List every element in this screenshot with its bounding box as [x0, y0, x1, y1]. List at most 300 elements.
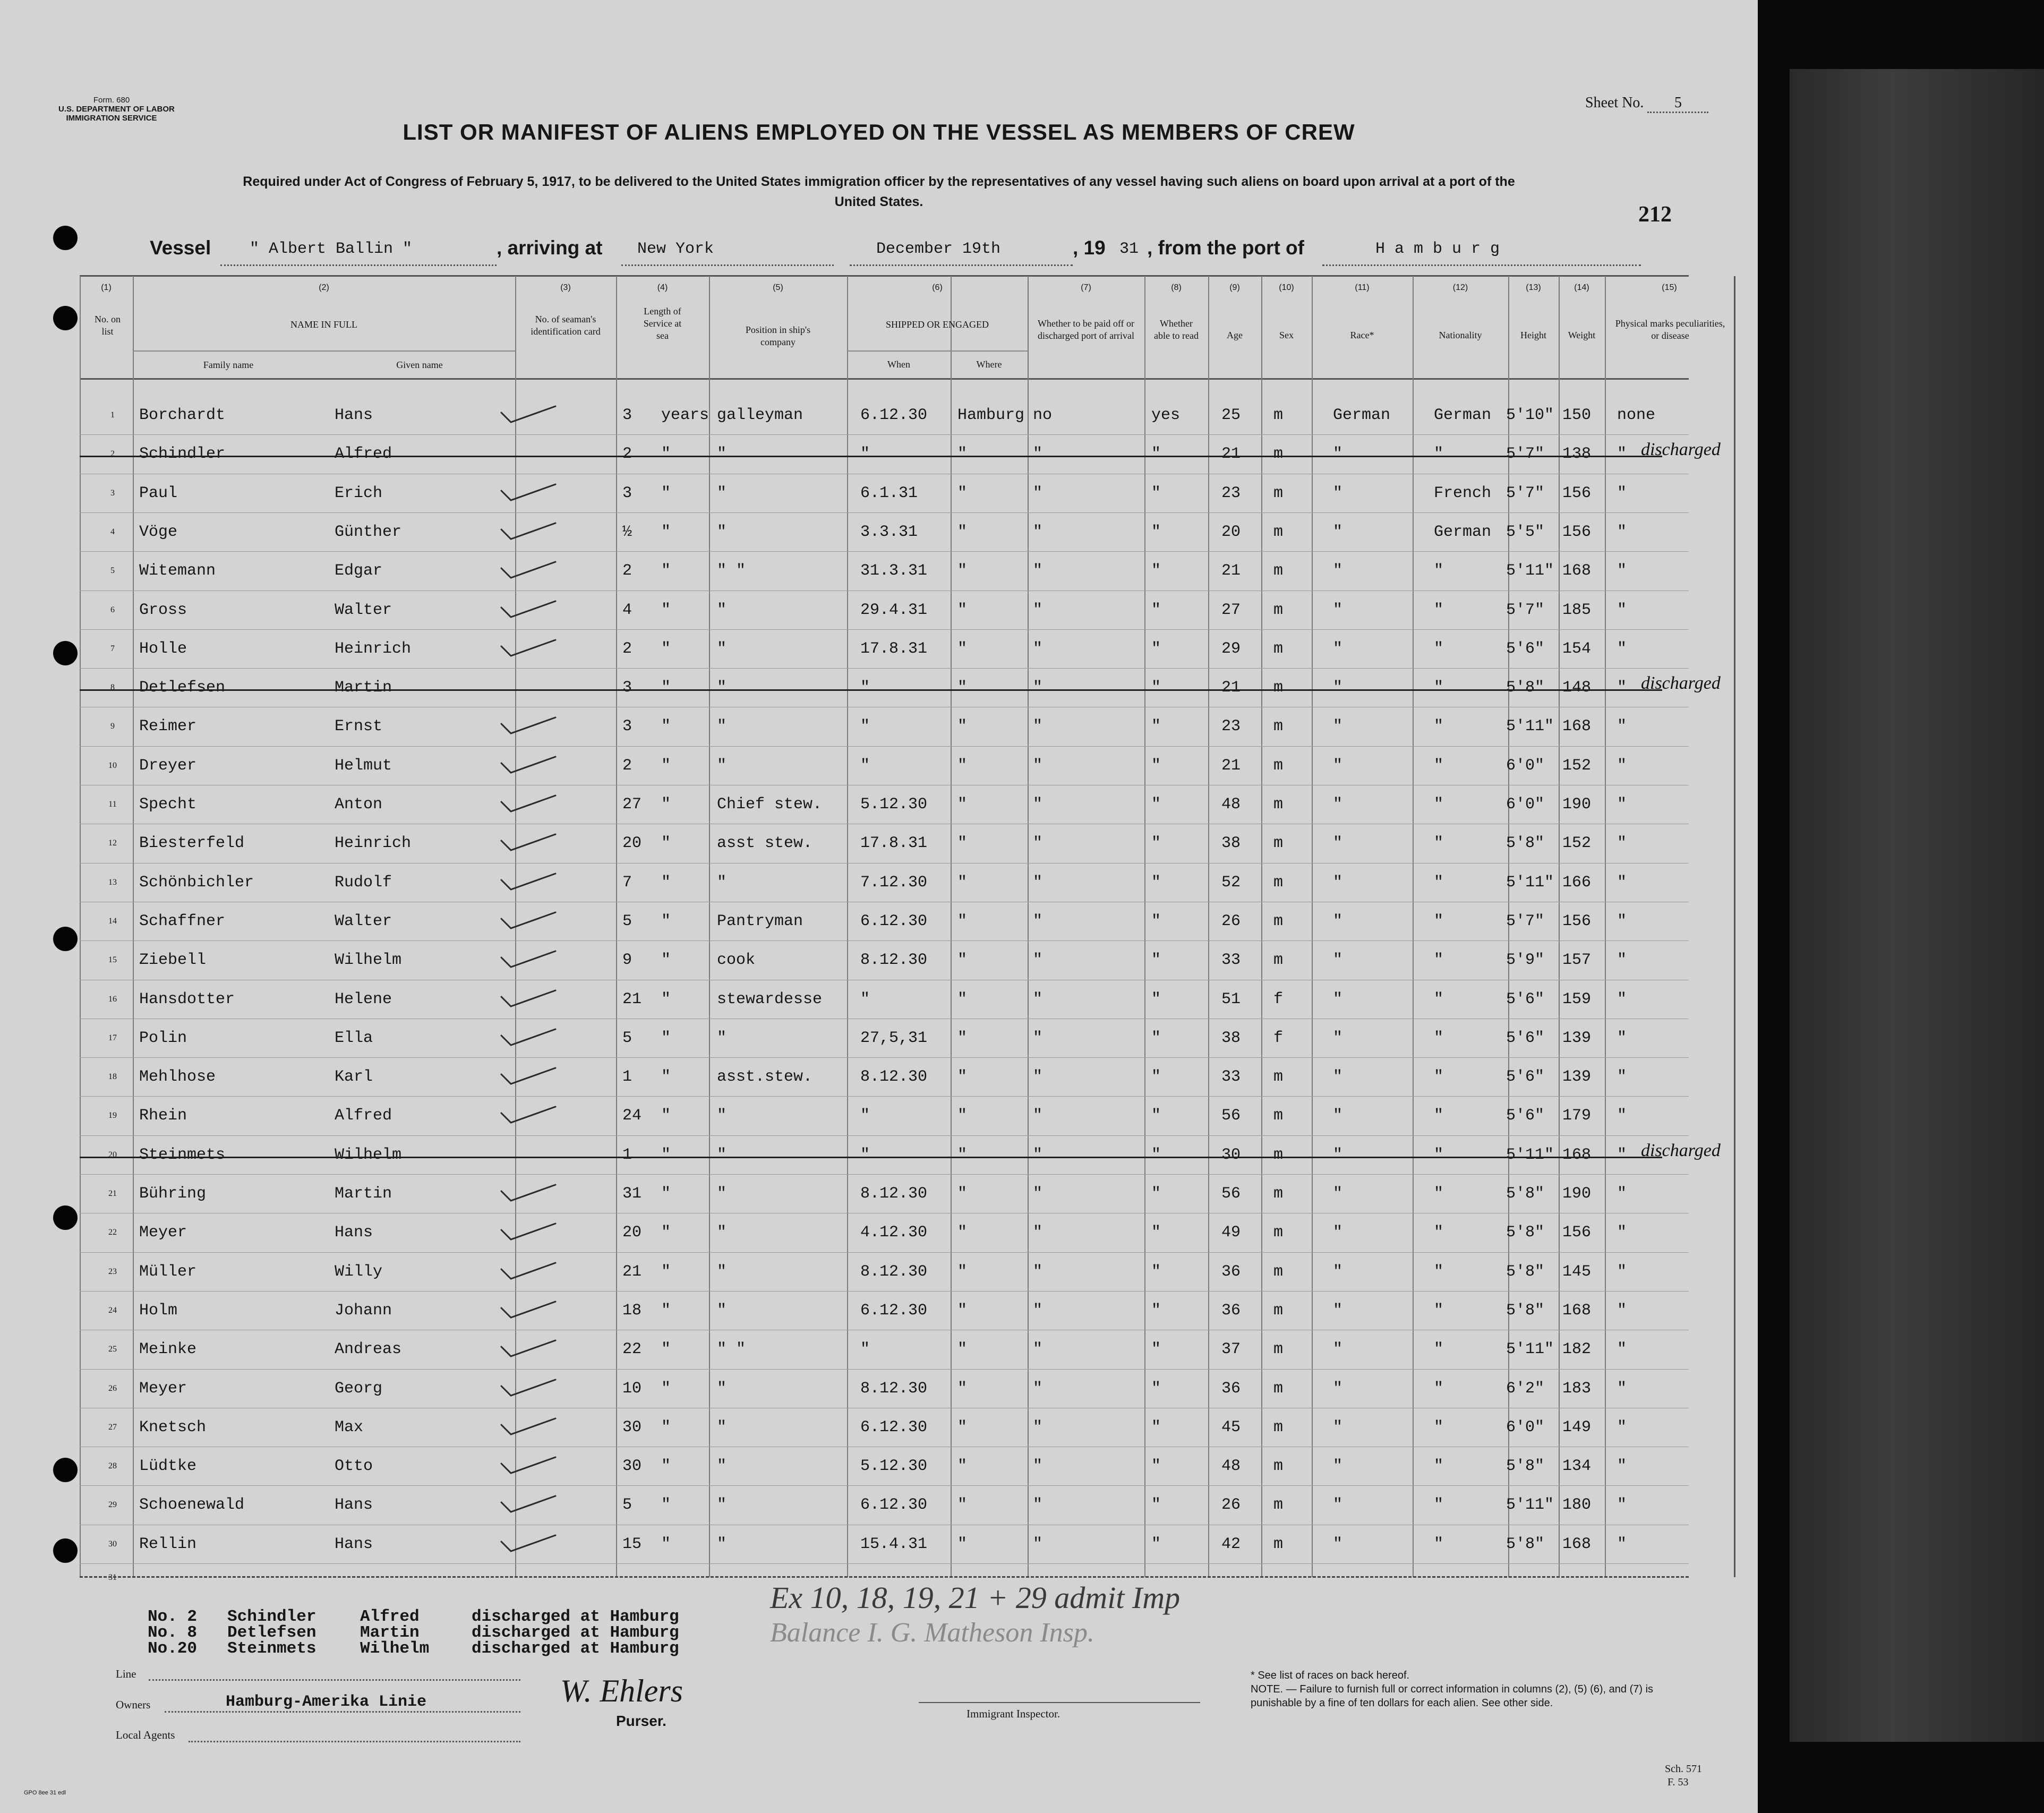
col-weight: Weight	[1568, 330, 1596, 340]
row-position: "	[717, 1145, 727, 1164]
row-race: "	[1333, 523, 1343, 541]
row-weight: 156	[1562, 484, 1592, 502]
row-number: 24	[108, 1305, 117, 1315]
row-sex: m	[1273, 796, 1284, 814]
row-position: "	[717, 1379, 727, 1398]
row-able-to-read: "	[1151, 639, 1161, 658]
page-subtitle	[0, 172, 1758, 212]
col-age: Age	[1227, 330, 1243, 340]
row-height: 5'8"	[1506, 1262, 1545, 1281]
row-weight: 145	[1562, 1262, 1592, 1281]
inspector-note-1: Ex 10, 18, 19, 21 + 29 admit Imp	[770, 1580, 1181, 1615]
row-paid-off: "	[1033, 445, 1043, 464]
col-able-read: Whether able to read	[1154, 318, 1199, 341]
col-sex: Sex	[1279, 330, 1294, 340]
row-service-unit: "	[661, 990, 671, 1008]
row-age: 25	[1221, 406, 1241, 424]
col-no-on-list: No. on list	[95, 314, 121, 337]
row-service-length: 20	[622, 1224, 642, 1242]
row-height: 5'8"	[1506, 1301, 1545, 1320]
row-service-length: 2	[622, 562, 632, 580]
row-physical-marks: "	[1617, 1340, 1627, 1359]
row-age: 38	[1221, 1029, 1241, 1047]
row-family-name: Borchardt	[139, 406, 226, 424]
row-sex: m	[1273, 1535, 1284, 1553]
row-race: "	[1333, 1145, 1343, 1164]
row-shipped-when: 8.12.30	[860, 1068, 928, 1087]
row-paid-off: "	[1033, 912, 1043, 930]
row-age: 56	[1221, 1107, 1241, 1125]
row-able-to-read: "	[1151, 1262, 1161, 1281]
row-race: "	[1333, 796, 1343, 814]
punch-hole	[53, 306, 78, 330]
row-paid-off: "	[1033, 796, 1043, 814]
row-sex: m	[1273, 873, 1284, 892]
col-height: Height	[1520, 330, 1546, 340]
row-able-to-read: "	[1151, 1457, 1161, 1476]
row-weight: 152	[1562, 756, 1592, 775]
row-service-unit: "	[661, 756, 671, 775]
col-num-1: (1)	[101, 283, 112, 292]
row-service-unit: "	[661, 1496, 671, 1515]
row-physical-marks: "	[1617, 796, 1627, 814]
row-paid-off: "	[1033, 1107, 1043, 1125]
row-physical-marks: "	[1617, 1068, 1627, 1087]
row-position: Pantryman	[717, 912, 803, 930]
row-family-name: Meinke	[139, 1340, 197, 1359]
row-race: "	[1333, 445, 1343, 464]
row-shipped-when: 7.12.30	[860, 873, 928, 892]
row-nationality: "	[1434, 1068, 1444, 1087]
row-height: 5'6"	[1506, 1068, 1545, 1087]
row-paid-off: "	[1033, 1029, 1043, 1047]
row-shipped-when: "	[860, 1107, 870, 1125]
row-number: 17	[108, 1033, 117, 1042]
strike-through-line	[80, 456, 1662, 457]
row-number: 5	[110, 566, 115, 576]
row-paid-off: "	[1033, 1379, 1043, 1398]
row-given-name: Martin	[335, 1185, 392, 1203]
row-given-name: Walter	[335, 601, 392, 619]
row-position: "	[717, 1418, 727, 1436]
row-height: 5'8"	[1506, 1457, 1545, 1476]
row-given-name: Erich	[335, 484, 383, 502]
row-height: 5'8"	[1506, 834, 1545, 853]
owners-label: Owners	[116, 1698, 151, 1711]
row-nationality: "	[1434, 1301, 1444, 1320]
row-age: 52	[1221, 873, 1241, 892]
row-family-name: Meyer	[139, 1224, 187, 1242]
row-shipped-where: "	[957, 756, 968, 775]
row-paid-off: "	[1033, 951, 1043, 970]
row-position: "	[717, 1457, 727, 1476]
row-service-unit: "	[661, 717, 671, 736]
row-service-length: ½	[622, 523, 632, 541]
row-nationality: "	[1434, 1262, 1444, 1281]
row-shipped-where: "	[957, 484, 968, 502]
row-physical-marks: "	[1617, 1107, 1627, 1125]
row-service-length: 15	[622, 1535, 642, 1553]
punch-hole	[53, 226, 78, 250]
row-race: "	[1333, 717, 1343, 736]
row-height: 5'8"	[1506, 1224, 1545, 1242]
row-shipped-when: 6.12.30	[860, 1418, 928, 1436]
row-given-name: Alfred	[335, 445, 392, 464]
row-paid-off: "	[1033, 873, 1043, 892]
row-shipped-where: "	[957, 873, 968, 892]
row-age: 42	[1221, 1535, 1241, 1553]
row-given-name: Wilhelm	[335, 1145, 402, 1164]
row-age: 49	[1221, 1224, 1241, 1242]
row-paid-off: "	[1033, 756, 1043, 775]
check-mark-icon	[499, 405, 558, 424]
purser-signature: W. Ehlers	[560, 1673, 683, 1708]
row-age: 21	[1221, 445, 1241, 464]
row-service-unit: years	[661, 406, 709, 424]
row-number: 16	[108, 994, 117, 1004]
arrival-year: 31	[1119, 240, 1139, 258]
col-num-6: (6)	[932, 283, 943, 292]
row-height: 5'7"	[1506, 445, 1545, 464]
row-service-unit: "	[661, 1068, 671, 1087]
row-service-unit: "	[661, 834, 671, 853]
row-shipped-when: 6.12.30	[860, 912, 928, 930]
row-number: 22	[108, 1228, 117, 1237]
row-age: 48	[1221, 1457, 1241, 1476]
punch-hole	[53, 1458, 78, 1482]
row-race: "	[1333, 1068, 1343, 1087]
row-physical-marks: "	[1617, 1457, 1627, 1476]
row-paid-off: "	[1033, 639, 1043, 658]
row-physical-marks: "	[1617, 1418, 1627, 1436]
row-paid-off: "	[1033, 1068, 1043, 1087]
row-paid-off: "	[1033, 990, 1043, 1008]
form-f-number: F. 53	[1667, 1776, 1689, 1788]
row-shipped-where: "	[957, 1068, 968, 1087]
row-service-length: 5	[622, 1496, 632, 1515]
row-family-name: Vöge	[139, 523, 178, 541]
row-sex: m	[1273, 756, 1284, 775]
row-nationality: "	[1434, 873, 1444, 892]
row-shipped-when: 6.1.31	[860, 484, 918, 502]
row-paid-off: "	[1033, 1262, 1043, 1281]
row-shipped-where: "	[957, 639, 968, 658]
row-number: 18	[108, 1072, 117, 1082]
row-family-name: Knetsch	[139, 1418, 207, 1436]
row-weight: 152	[1562, 834, 1592, 853]
row-able-to-read: "	[1151, 1224, 1161, 1242]
row-family-name: Dreyer	[139, 756, 197, 775]
row-number: 9	[110, 722, 115, 731]
row-height: 5'5"	[1506, 523, 1545, 541]
row-number: 29	[108, 1500, 117, 1510]
row-shipped-where: "	[957, 1262, 968, 1281]
row-paid-off: "	[1033, 1185, 1043, 1203]
row-service-length: 3	[622, 679, 632, 697]
row-service-unit: "	[661, 639, 671, 658]
row-weight: 179	[1562, 1107, 1592, 1125]
fine-note-text: NOTE. — Failure to furnish full or correct information in columns (2), (5) (6), and (7) is punishable by a fine of ten dollars for each alien. See other side.	[1251, 1683, 1654, 1709]
row-sex: m	[1273, 834, 1284, 853]
row-weight: 134	[1562, 1457, 1592, 1476]
row-number: 15	[108, 955, 117, 965]
row-nationality: "	[1434, 1379, 1444, 1398]
row-weight: 156	[1562, 1224, 1592, 1242]
row-physical-marks: "	[1617, 756, 1627, 775]
check-mark-icon	[499, 1184, 558, 1203]
row-paid-off: "	[1033, 562, 1043, 580]
row-physical-marks: "	[1617, 601, 1627, 619]
row-given-name: Günther	[335, 523, 402, 541]
row-given-name: Hans	[335, 406, 373, 424]
row-paid-off: "	[1033, 679, 1043, 697]
row-service-unit: "	[661, 1262, 671, 1281]
row-age: 21	[1221, 756, 1241, 775]
row-shipped-where: "	[957, 951, 968, 970]
row-shipped-when: 5.12.30	[860, 1457, 928, 1476]
row-nationality: "	[1434, 1535, 1444, 1553]
row-sex: m	[1273, 445, 1284, 464]
row-position: "	[717, 873, 727, 892]
row-family-name: Biesterfeld	[139, 834, 245, 853]
row-paid-off: "	[1033, 1457, 1043, 1476]
row-shipped-when: 3.3.31	[860, 523, 918, 541]
col-num-9: (9)	[1229, 283, 1240, 292]
row-shipped-when: 8.12.30	[860, 1379, 928, 1398]
row-nationality: "	[1434, 717, 1444, 736]
row-number: 21	[108, 1189, 117, 1198]
sheet-number	[1585, 95, 1708, 113]
row-position: " "	[717, 1340, 746, 1359]
row-age: 21	[1221, 562, 1241, 580]
row-race: "	[1333, 951, 1343, 970]
row-shipped-where: "	[957, 1535, 968, 1553]
row-service-unit: "	[661, 1457, 671, 1476]
row-nationality: "	[1434, 951, 1444, 970]
row-able-to-read: "	[1151, 1185, 1161, 1203]
row-height: 5'7"	[1506, 912, 1545, 930]
row-given-name: Martin	[335, 679, 392, 697]
row-age: 20	[1221, 523, 1241, 541]
row-nationality: "	[1434, 445, 1444, 464]
row-physical-marks: "	[1617, 1145, 1627, 1164]
races-note: * See list of races on back hereof.	[1251, 1670, 1410, 1681]
row-shipped-where: "	[957, 1224, 968, 1242]
row-height: 5'8"	[1506, 679, 1545, 697]
row-weight: 149	[1562, 1418, 1592, 1436]
row-family-name: Lüdtke	[139, 1457, 197, 1476]
row-weight: 168	[1562, 1145, 1592, 1164]
inspector-label: Immigrant Inspector.	[967, 1707, 1061, 1720]
row-race: "	[1333, 756, 1343, 775]
fine-note	[1251, 1682, 1681, 1710]
row-service-unit: "	[661, 1535, 671, 1553]
row-shipped-where: "	[957, 1301, 968, 1320]
row-position: asst stew.	[717, 834, 813, 853]
row-sex: f	[1273, 990, 1284, 1008]
row-nationality: "	[1434, 1029, 1444, 1047]
col-num-15: (15)	[1662, 283, 1677, 292]
row-race: "	[1333, 990, 1343, 1008]
row-shipped-where: Hamburg	[957, 406, 1025, 424]
subtitle-text: Required under Act of Congress of February 5, 1917, to be delivered to the United States immigration officer by the representatives of any vessel having such aliens on board upon arrival at a port of the United States.	[243, 174, 1515, 209]
inspector-note-2: Balance I. G. Matheson Insp.	[770, 1618, 1094, 1648]
punch-hole	[53, 1205, 78, 1230]
row-position: "	[717, 601, 727, 619]
row-shipped-when: "	[860, 445, 870, 464]
page-stamp: 212	[1638, 202, 1672, 227]
row-given-name: Hans	[335, 1224, 373, 1242]
row-physical-marks: "	[1617, 639, 1627, 658]
row-given-name: Willy	[335, 1262, 383, 1281]
row-weight: 166	[1562, 873, 1592, 892]
row-shipped-when: "	[860, 679, 870, 697]
row-family-name: Schaffner	[139, 912, 226, 930]
row-race: "	[1333, 562, 1343, 580]
row-service-length: 3	[622, 406, 632, 424]
row-sex: m	[1273, 1145, 1284, 1164]
row-service-length: 21	[622, 1262, 642, 1281]
row-paid-off: "	[1033, 1340, 1043, 1359]
row-given-name: Ella	[335, 1029, 373, 1047]
row-service-unit: "	[661, 1029, 671, 1047]
row-able-to-read: "	[1151, 562, 1161, 580]
check-mark-icon	[499, 794, 558, 814]
row-family-name: Steinmets	[139, 1145, 226, 1164]
row-service-length: 5	[622, 912, 632, 930]
row-physical-marks: "	[1617, 990, 1627, 1008]
check-mark-icon	[499, 522, 558, 541]
row-paid-off: "	[1033, 1224, 1043, 1242]
check-mark-icon	[499, 1495, 558, 1514]
row-number: 11	[108, 800, 117, 809]
row-service-length: 3	[622, 717, 632, 736]
row-shipped-where: "	[957, 445, 968, 464]
row-sex: m	[1273, 912, 1284, 930]
row-able-to-read: "	[1151, 1535, 1161, 1553]
row-race: "	[1333, 1535, 1343, 1553]
row-number: 25	[108, 1345, 117, 1354]
row-age: 33	[1221, 1068, 1241, 1087]
row-height: 5'9"	[1506, 951, 1545, 970]
row-service-length: 10	[622, 1379, 642, 1398]
row-height: 6'0"	[1506, 756, 1545, 775]
row-physical-marks: "	[1617, 873, 1627, 892]
row-paid-off: "	[1033, 1535, 1043, 1553]
row-race: "	[1333, 1029, 1343, 1047]
row-given-name: Karl	[335, 1068, 373, 1087]
row-weight: 157	[1562, 951, 1592, 970]
row-paid-off: "	[1033, 523, 1043, 541]
row-number: 3	[110, 488, 115, 498]
row-given-name: Rudolf	[335, 873, 392, 892]
row-sex: m	[1273, 1185, 1284, 1203]
row-service-unit: "	[661, 679, 671, 697]
row-weight: 190	[1562, 796, 1592, 814]
row-weight: 168	[1562, 562, 1592, 580]
row-service-unit: "	[661, 562, 671, 580]
row-service-unit: "	[661, 1418, 671, 1436]
row-shipped-when: 8.12.30	[860, 1262, 928, 1281]
col-num-11: (11)	[1355, 283, 1370, 292]
row-age: 36	[1221, 1262, 1241, 1281]
row-sex: m	[1273, 406, 1284, 424]
row-race: "	[1333, 679, 1343, 697]
row-sex: m	[1273, 1418, 1284, 1436]
row-sex: m	[1273, 523, 1284, 541]
row-shipped-when: "	[860, 1340, 870, 1359]
row-service-length: 30	[622, 1457, 642, 1476]
row-physical-marks: "	[1617, 1535, 1627, 1553]
discharged-annotation: discharged	[1641, 440, 1721, 460]
row-nationality: "	[1434, 601, 1444, 619]
row-sex: m	[1273, 484, 1284, 502]
row-race: "	[1333, 601, 1343, 619]
row-given-name: Hans	[335, 1535, 373, 1553]
row-physical-marks: "	[1617, 1496, 1627, 1515]
row-age: 48	[1221, 796, 1241, 814]
row-nationality: French	[1434, 484, 1492, 502]
row-age: 37	[1221, 1340, 1241, 1359]
row-weight: 139	[1562, 1068, 1592, 1087]
row-service-length: 2	[622, 639, 632, 658]
row-number: 4	[110, 527, 115, 536]
row-able-to-read: "	[1151, 679, 1161, 697]
row-family-name: Hansdotter	[139, 990, 235, 1008]
row-given-name: Max	[335, 1418, 364, 1436]
row-service-length: 20	[622, 834, 642, 853]
row-position: "	[717, 1185, 727, 1203]
row-sex: m	[1273, 1301, 1284, 1320]
row-height: 5'8"	[1506, 1535, 1545, 1553]
row-given-name: Wilhelm	[335, 951, 402, 970]
col-num-10: (10)	[1279, 283, 1294, 292]
line-label: Line	[116, 1667, 136, 1680]
discharge-item: No. 8 Detlefsen Martin discharged at Hamburg	[148, 1623, 679, 1642]
row-age: 23	[1221, 484, 1241, 502]
row-family-name: Witemann	[139, 562, 216, 580]
row-nationality: "	[1434, 1340, 1444, 1359]
row-shipped-when: 6.12.30	[860, 406, 928, 424]
row-able-to-read: "	[1151, 484, 1161, 502]
row-number: 7	[110, 644, 115, 653]
row-sex: m	[1273, 601, 1284, 619]
row-shipped-where: "	[957, 562, 968, 580]
row-physical-marks: "	[1617, 951, 1627, 970]
row-position: "	[717, 484, 727, 502]
row-able-to-read: "	[1151, 1496, 1161, 1515]
row-service-unit: "	[661, 1340, 671, 1359]
row-able-to-read: "	[1151, 1379, 1161, 1398]
row-given-name: Edgar	[335, 562, 383, 580]
row-shipped-when: 8.12.30	[860, 951, 928, 970]
row-weight: 139	[1562, 1029, 1592, 1047]
row-nationality: "	[1434, 1496, 1444, 1515]
row-service-length: 30	[622, 1418, 642, 1436]
row-position: "	[717, 1224, 727, 1242]
row-sex: m	[1273, 1457, 1284, 1476]
row-service-unit: "	[661, 1224, 671, 1242]
row-shipped-when: 4.12.30	[860, 1224, 928, 1242]
row-paid-off: "	[1033, 1301, 1043, 1320]
col-where: Where	[976, 359, 1002, 370]
row-age: 38	[1221, 834, 1241, 853]
col-id-card: No. of seaman's identification card	[531, 314, 601, 337]
row-service-unit: "	[661, 1145, 671, 1164]
check-mark-icon	[499, 1534, 558, 1553]
row-paid-off: "	[1033, 717, 1043, 736]
row-position: asst.stew.	[717, 1068, 813, 1087]
